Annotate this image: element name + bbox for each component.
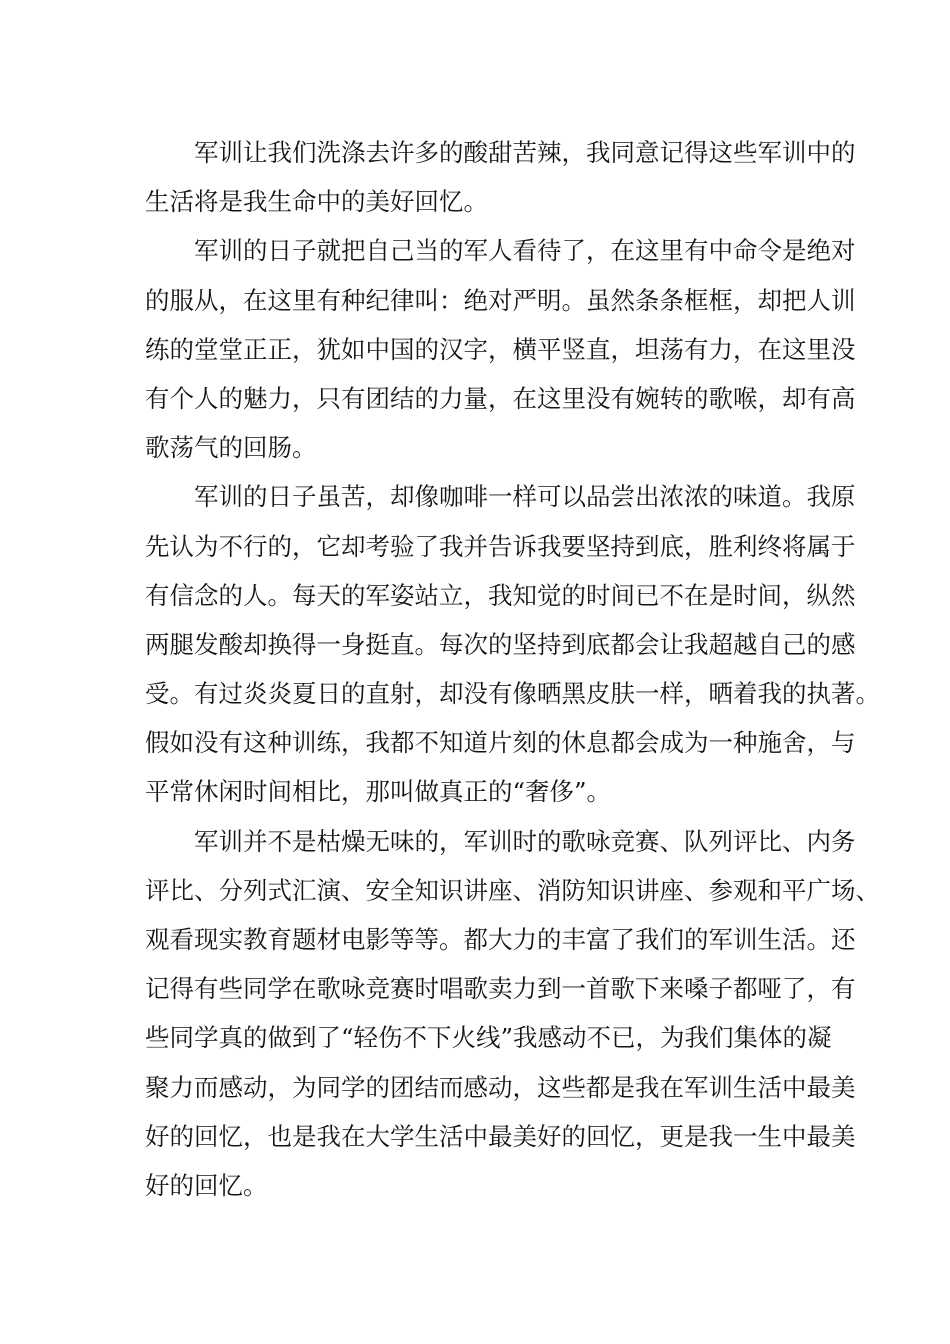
paragraph-line: 评比、分列式汇演、安全知识讲座、消防知识讲座、参观和平广场、: [145, 875, 880, 905]
paragraph-line: 记得有些同学在歌咏竞赛时唱歌卖力到一首歌下来嗓子都哑了，有: [145, 974, 856, 1004]
paragraph-line: 有个人的魅力，只有团结的力量，在这里没有婉转的歌喉，却有高: [145, 383, 856, 413]
paragraph-line: 的服从，在这里有种纪律叫：绝对严明。虽然条条框框，却把人训: [145, 285, 856, 315]
paragraph-3: [145, 472, 880, 816]
paragraph-line: 歌荡气的回肠。: [145, 433, 317, 463]
paragraph-line: 有信念的人。每天的军姿站立，我知觉的时间已不在是时间，纵然: [145, 580, 856, 610]
paragraph-1: [145, 128, 856, 226]
paragraph-line: 生活将是我生命中的美好回忆。: [145, 187, 488, 217]
paragraph-4: [145, 817, 880, 1211]
paragraph-line: 受。有过炎炎夏日的直射，却没有像晒黑皮肤一样，晒着我的执著。: [145, 679, 880, 709]
paragraph-line: 好的回忆。: [145, 1170, 268, 1200]
paragraph-line: 聚力而感动，为同学的团结而感动，这些都是我在军训生活中最美: [145, 1072, 856, 1102]
paragraph-line: 练的堂堂正正，犹如中国的汉字，横平竖直，坦荡有力，在这里没: [145, 334, 856, 364]
paragraph-2: [145, 226, 856, 472]
paragraph-line: 观看现实教育题材电影等等。都大力的丰富了我们的军训生活。还: [145, 925, 856, 954]
paragraph-line: 军训并不是枯燥无味的，军训时的歌咏竞赛、队列评比、内务: [194, 826, 856, 856]
paragraph-line: 好的回忆，也是我在大学生活中最美好的回忆，更是我一生中最美: [145, 1121, 856, 1151]
document-body: [145, 128, 880, 1210]
paragraph-line: 些同学真的做到了“轻伤不下火线”我感动不已，为我们集体的凝: [145, 1023, 832, 1053]
paragraph-line: 军训的日子虽苦，却像咖啡一样可以品尝出浓浓的味道。我原: [194, 482, 856, 512]
paragraph-line: 假如没有这种训练，我都不知道片刻的休息都会成为一种施舍，与: [145, 728, 856, 758]
paragraph-line: 两腿发酸却换得一身挺直。每次的坚持到底都会让我超越自己的感: [145, 629, 856, 659]
paragraph-line: 军训的日子就把自己当的军人看待了，在这里有中命令是绝对: [194, 236, 856, 266]
paragraph-line: 先认为不行的，它却考验了我并告诉我要坚持到底，胜利终将属于: [145, 531, 856, 561]
paragraph-line: 平常休闲时间相比，那叫做真正的“奢侈”。: [145, 777, 612, 807]
paragraph-line: 军训让我们洗涤去许多的酸甜苦辣，我同意记得这些军训中的: [194, 138, 856, 167]
